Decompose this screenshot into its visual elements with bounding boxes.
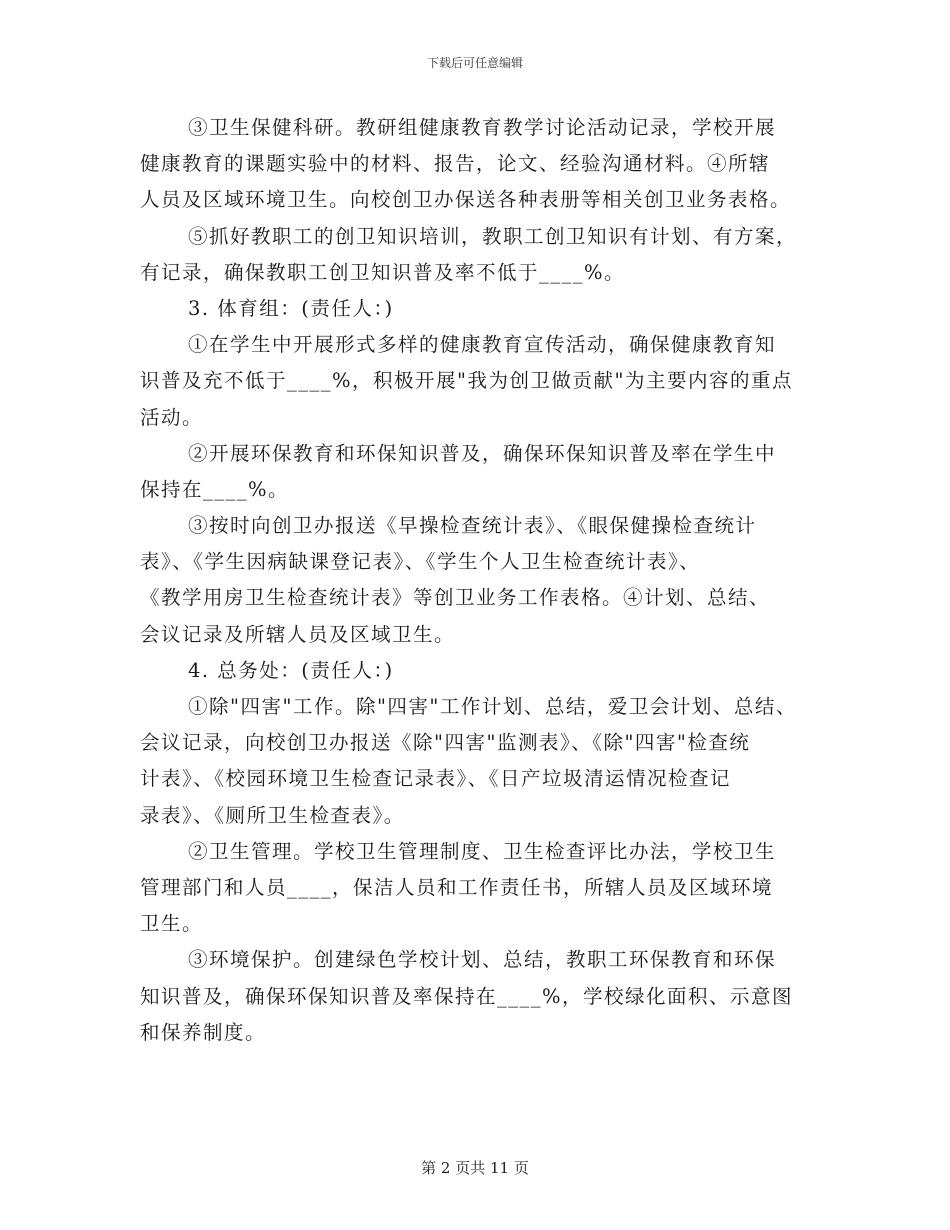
document-body [140, 110, 810, 1051]
paragraph-line: 表》、《学生因病缺课登记表》、《学生个人卫生检查统计表》、 [140, 550, 701, 574]
paragraph-line: 有记录，确保教职工创卫知识普及率不低于____%。 [140, 260, 626, 284]
paragraph-line: ③环境保护。创建绿色学校计划、总结，教职工环保教育和环保 [188, 948, 777, 972]
paragraph-line: ⑤抓好教职工的创卫知识培训，教职工创卫知识有计划、有方案， [188, 224, 798, 248]
paragraph-line: 保持在____%。 [140, 477, 290, 501]
paragraph-line: 活动。 [140, 405, 204, 429]
paragraph-line: 人员及区域环境卫生。向校创卫办保送各种表册等相关创卫业务表格。 [140, 188, 792, 212]
paragraph-line: 《教学用房卫生检查统计表》等创卫业务工作表格。④计划、总结、 [140, 586, 771, 610]
section-heading-sports-group: 3. 体育组：(责任人：) [188, 296, 394, 320]
paragraph-line: ①除"四害"工作。除"四害"工作计划、总结，爱卫会计划、总结、 [188, 695, 797, 718]
paragraph-line: 会议记录及所辖人员及区域卫生。 [140, 622, 456, 646]
paragraph-line: 会议记录，向校创卫办报送《除"四害"监测表》、《除"四害"检查统 [140, 731, 751, 755]
paragraph-line: 识普及充不低于____%，积极开展"我为创卫做贡献"为主要内容的重点 [140, 369, 793, 393]
page-header-note: 下载后可任意编辑 [426, 56, 523, 70]
paragraph-line: ②卫生管理。学校卫生管理制度、卫生检查评比办法，学校卫生 [188, 839, 777, 863]
section-heading-general-affairs: 4. 总务处：(责任人：) [188, 658, 394, 682]
paragraph-line: 健康教育的课题实验中的材料、报告，论文、经验沟通材料。④所辖 [140, 152, 771, 176]
paragraph-line: ③卫生保健科研。教研组健康教育教学讨论活动记录，学校开展 [188, 116, 777, 139]
paragraph-line: 录表》、《厕所卫生检查表》。 [140, 803, 405, 827]
paragraph-line: 知识普及，确保环保知识普及率保持在____%，学校绿化面积、示意图 [140, 984, 794, 1008]
paragraph-line: ②开展环保教育和环保知识普及，确保环保知识普及率在学生中 [188, 441, 777, 465]
page-number: 第 2 页共 11 页 [421, 1159, 529, 1177]
paragraph-line: 卫生。 [140, 912, 204, 936]
paragraph-line: 管理部门和人员____，保洁人员和工作责任书，所辖人员及区域环境 [140, 875, 774, 899]
paragraph-line: 和保养制度。 [140, 1020, 267, 1044]
paragraph-line: ①在学生中开展形式多样的健康教育宣传活动，确保健康教育知 [188, 333, 777, 357]
paragraph-line: ③按时向创卫办报送《早操检查统计表》、《眼保健操检查统计 [188, 514, 757, 538]
paragraph-line: 计表》、《校园环境卫生检查记录表》、《日产垃圾清运情况检查记 [140, 767, 732, 791]
